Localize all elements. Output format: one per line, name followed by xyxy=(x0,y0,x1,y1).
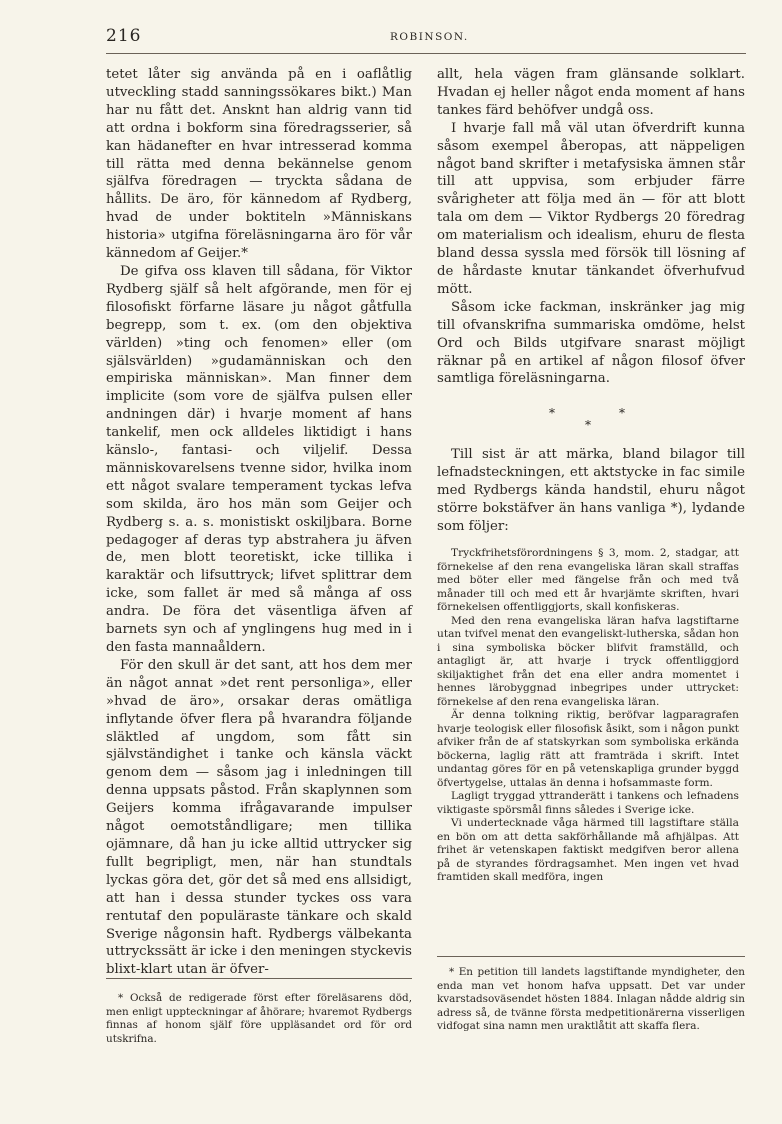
left-paragraph-1: tetet låter sig använda på en i oaflåtlig utveckling stadd sanningssökares bikt.) Man har nu fått det. Ansknt han aldrig vann tid att ordna i bokform sina föredragsserier, så kan hädanefter en hvar intresserad komma till rätta med denna bekännelse genom själfva föredragen — tryckta sådana de hållits. De äro, för kännedom af Rydberg, hvad de under boktiteln »Människans historia» utgifna föreläsningarna äro för vår kännedom af Geijer.* xyxy=(106,67,412,262)
left-footnote xyxy=(106,992,412,1046)
petition-quote xyxy=(437,547,739,885)
page-header xyxy=(106,26,746,50)
asterism-star-1: * xyxy=(549,406,555,420)
right-closing-block xyxy=(437,446,745,536)
left-footnote-text: * Också de redigerade först efter föreläsarens död, men enligt uppteckningar af åhörare; hvaremot Rydbergs finnas af honom själf före uppläsandet ord för ord utskrifna. xyxy=(106,992,412,1045)
left-footnote-rule xyxy=(106,978,412,979)
asterism-star-2: * xyxy=(585,418,591,432)
right-paragraph-3: Såsom icke fackman, inskränker jag mig till ofvanskrifna summariska omdöme, helst Ord och Bilds utgifvare snarast möjligt räknar på en artikel af någon filosof öfver samtliga föreläsningarna. xyxy=(437,299,745,387)
right-column xyxy=(437,66,745,388)
quote-paragraph-1: Tryckfrihetsförordningens § 3, mom. 2, stadgar, att förnekelse af den rena evangeliska läran skall straffas med böter eller med fängelse från och med två månader till och med ett år hvarjämte skriften, hvari förnekelsen offentliggjorts, skall konfiskeras. xyxy=(437,547,739,613)
header-rule xyxy=(106,53,746,54)
right-footnote-text: * En petition till landets lagstiftande myndigheter, den enda man vet honom hafva uppsatt. Det var under kvarstadsoväsendet hösten 1884. Inlagan nådde aldrig sin adress så, de tvänne första medpetitionärerna visserligen vidfogat sina namn men uraktlåtit att skaffa flera. xyxy=(437,966,745,1033)
left-column xyxy=(106,66,412,979)
right-paragraph-4: Till sist är att märka, bland bilagor till lefnadsteckningen, ett aktstycke in fac simile med Rydbergs kända handstil, ehuru något större bokstäfver än hans vanliga *), lydande som följer: xyxy=(437,447,745,534)
page-number: 216 xyxy=(106,26,142,46)
quote-paragraph-4: Lagligt tryggad yttranderätt i tankens och lefnadens viktigaste spörsmål finns således i Sverige icke. xyxy=(437,790,739,816)
quote-paragraph-2: Med den rena evangeliska läran hafva lagstiftarne utan tvifvel menat den evangeliskt-lutherska, sådan hon i sina symboliska böcker blifvit framställd, och antagligt är, att hvarje i tryck offentliggjord skiljaktighet från det ena eller andra momentet i hennes lärobyggnad inbegripes under uttrycket: förnekelse af den rena evangeliska läran. xyxy=(437,614,739,708)
right-footnote-rule xyxy=(437,956,745,957)
right-footnote xyxy=(437,966,745,1034)
quote-paragraph-5: Vi undertecknade våga härmed till lagstiftare ställa en bön om att detta sakförhållande må afhjälpas. Att frihet är vetenskapen faktiskt medgifven beror allena på de styrandes fördragsamhet. Men ingen vet hvad framtiden skall medföra, ingen xyxy=(437,817,739,883)
right-paragraph-2: I hvarje fall må väl utan öfverdrift kunna såsom exempel åberopas, att näppeligen något band skrifter i metafysiska ämnen står till att uppvisa, som erbjuder färre svårigheter att följa med än — för att blott tala om dem — Viktor Rydbergs 20 föredrag om materialism och idealism, ehuru de flesta bland dessa syssla med försök till lösning af de hårdaste knutar tänkandet öfverhufvud mött. xyxy=(437,120,745,297)
section-asterism xyxy=(437,404,745,434)
quote-paragraph-3: Är denna tolkning riktig, beröfvar lagparagrafen hvarje teologisk eller filosofisk åsikt, som i någon punkt afviker från de af statskyrkan som symboliska erkända böckerna, laglig rätt att framträda i skrift. Intet undantag göres för en på vetenskapliga grunder byggd öfvertygelse, uttalas än denna i hofsammaste form. xyxy=(437,709,739,789)
left-paragraph-2: De gifva oss klaven till sådana, för Viktor Rydberg själf så helt afgörande, men för ej filosofiskt förfarne läsare ju något gåtfulla begrepp, som t. ex. (om den objektiva världen) »ting och fenomen» eller (om själsvärlden) »gudamänniskan och den empiriska människan». Man finner dem implicite (som vore de själfva pulsen eller andningen där) i hvarje moment af hans tankelif, men ock alldeles liktidigt i hans känslo-, fantasi- och viljelif. Dessa människovarelsens tvenne sidor, hvilka inom ett något svalare temperament tyckas lefva som skilda, äro hos män som Geijer och Rydberg s. a. s. monistiskt oskiljbara. Borne pedagoger af deras typ abstrahera ju äfven de, men blott teoretiskt, icke tillika i karaktär och lifsuttryck; lifvet splittrar dem icke, som fallet är med så många af oss andra. De föra det väsentliga äfven af barnets syn och af ynglingens hug med in i den fasta mannaåldern. xyxy=(106,263,412,655)
asterism-star-3: * xyxy=(619,406,625,420)
right-paragraph-1: allt, hela vägen fram glänsande solklart. Hvadan ej heller något enda moment af hans tankes färd behöfver undgå oss. xyxy=(437,67,745,118)
left-paragraph-3: För den skull är det sant, att hos dem mer än något annat »det rent personliga», eller »hvad de äro», orsakar deras omätliga inflytande öfver flera på hvarandra följande släktled af ungdom, som fått sin självständighet i tanke och känsla väckt genom dem — såsom jag i inledningen till denna uppsats påstod. Från skaplynnen som Geijers komma ifrågavarande impulser något oemotståndligare; men tillika ojämnare, då han ju icke alltid uttrycker sig fullt begripligt, men, när han stundtals lyckas göra det, gör det så med ens allsidigt, att han i dessa stunder tyckes oss vara rentutaf den populäraste tänkare och skald Sverige någonsin haft. Rydbergs välbekanta uttryckssätt är icke i den meningen styckevis blixt-klart utan är öfver- xyxy=(106,657,412,978)
running-head: ROBINSON. xyxy=(390,31,469,43)
